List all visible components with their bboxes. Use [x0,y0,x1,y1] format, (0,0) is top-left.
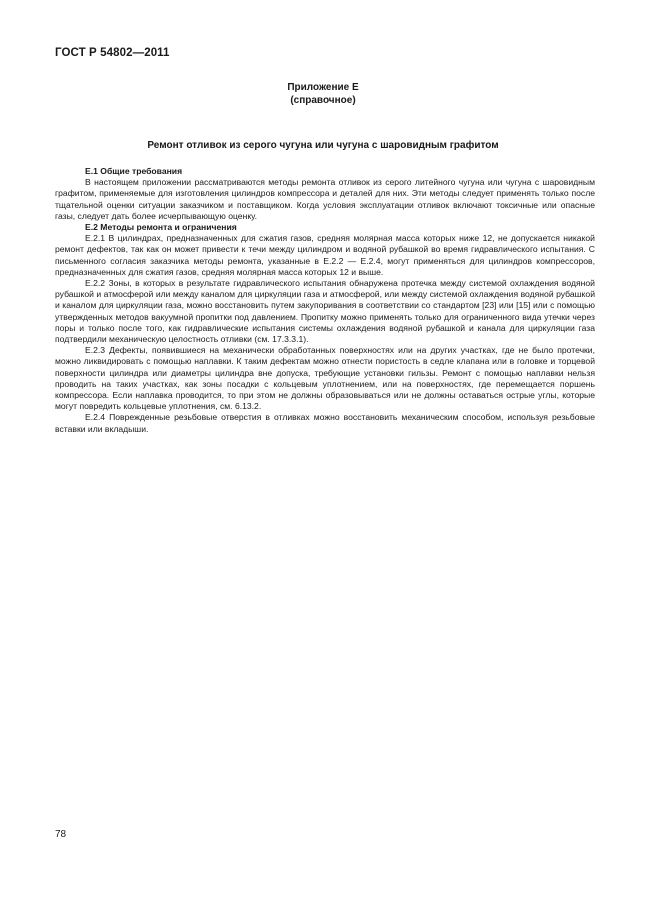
paragraph-e1: В настоящем приложении рассматриваются методы ремонта отливок из серого литейного чугуна или чугуна с шаровидным графитом, применяемые для изготовления цилиндров компрессора и деталей для них. Эти методы следует применять только после тщательной оценки ситуации заказчиком и поставщиком. Когда условия эксплуатации отливок включают токсичные или опасные газы, следует дать более исчерпывающую оценку. [55,177,595,221]
appendix-heading [0,81,646,107]
section-heading-e1: Е.1 Общие требования [85,166,183,176]
standard-header: ГОСТ Р 54802—2011 [55,47,170,59]
document-title: Ремонт отливок из серого чугуна или чугуна с шаровидным графитом [147,140,499,151]
appendix-label: Приложение Е [287,82,359,93]
paragraph-e2-3: Е.2.3 Дефекты, появившиеся на механически обработанных поверхностях или на других участках, где не было протечки, можно ликвидировать с помощью наплавки. К таким дефектам можно отнести пористость в седле клапана или в головке и торцевой поверхности цилиндра или диаметры цилиндра вне допуска, требующие установки гильзы. Ремонт с помощью наплавки нельзя проводить на таких участках, как зоны посадки с кольцевым уплотнением, или на поверхностях, где перемещается поршень компрессора. Если наплавка проводится, то при этом не должны образовываться или не должны оставаться острые углы, которые могут повредить кольцевые уплотнения, см. 6.13.2. [55,345,595,412]
section-heading-e2: Е.2 Методы ремонта и ограничения [85,222,237,233]
appendix-type: (справочное) [290,95,356,106]
page-number: 78 [55,829,67,840]
body-text [55,166,595,435]
paragraph-e2-1: Е.2.1 В цилиндрах, предназначенных для сжатия газов, средняя молярная масса которых ниже 12, не допускается никакой ремонт дефектов, так как он может привести к течи между цилиндром и водяной рубашкой во время гидравлического испытания. С письменного согласия заказчика методы ремонта, указанные в Е.2.2 — Е.2.4, могут применяться для цилиндров компрессоров, предназначенных для сжатия газов, средняя молярная масса которых 12 и выше. [55,233,595,277]
paragraph-e2-2: Е.2.2 Зоны, в которых в результате гидравлического испытания обнаружена протечка между системой охлаждения водяной рубашкой и атмосферой или между каналом для циркуляции газа и атмосферой, или между системой охлаждения водяной рубашкой и каналом для циркуляции газа, можно восстановить путем закупоривания в соответствии со стандартом [23] или [15] или с помощью утвержденных методов вакуумной пропитки под давлением. Пропитку можно применять только для ограниченного вида утечки через поры и только после того, как гидравлические испытания системы охлаждения водяной рубашкой и канала для циркуляции газа подтвердили механическую целостность отливки (см. 17.3.3.1). [55,278,595,345]
paragraph-e2-4: Е.2.4 Поврежденные резьбовые отверстия в отливках можно восстановить механическим способом, используя резьбовые вставки или вкладыши. [55,412,595,434]
